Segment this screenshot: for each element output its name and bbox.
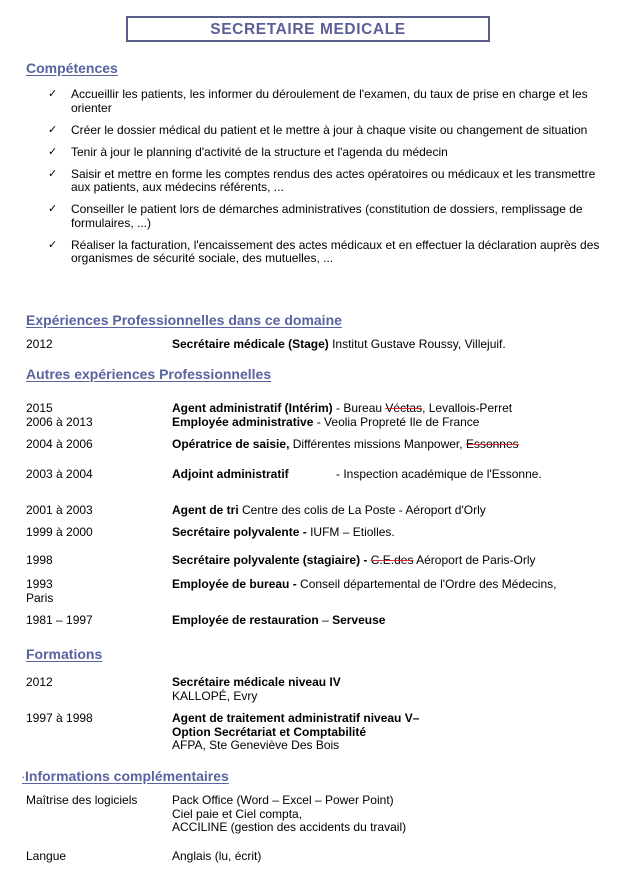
exp-domain-heading: Expériences Professionnelles dans ce domaine — [26, 312, 342, 328]
competences-heading: Compétences — [26, 60, 118, 76]
checkmark-icon: ✓ — [48, 238, 58, 251]
checkmark-icon: ✓ — [48, 203, 58, 215]
checkmark-icon: ✓ — [48, 145, 58, 158]
exp-title: Secrétaire médicale (Stage) — [172, 337, 329, 351]
cv-title: SECRETAIRE MEDICALE — [210, 21, 406, 38]
list-item: ✓ Créer le dossier médical du patient et le mettre à jour à chaque visite ou changement de situation — [48, 122, 588, 137]
list-item: ✓ Accueillir les patients, les informer du déroulement de l'examen, du taux de prise en charge et les orienter — [48, 87, 588, 115]
checkmark-icon: ✓ — [48, 167, 58, 180]
list-item: ✓ Saisir et mettre en forme les comptes rendus des actes opératoires ou médicaux et les transmettre aux patients, aux médecins référents, ... — [48, 166, 596, 194]
list-item: ✓ Conseiller le patient lors de démarches administratives (constitution de dossiers, remplissage de formulaires, ...) — [48, 202, 583, 230]
list-item: ✓ Réaliser la facturation, l'encaissement des actes médicaux et en effectuer la déclaration auprès des organismes de sécurité sociale, des mutuelles, ... — [48, 237, 600, 265]
formations-heading: Formations — [26, 646, 103, 662]
competences-list — [44, 88, 604, 274]
cv-title-box — [126, 16, 490, 42]
list-item: ✓ Tenir à jour le planning d'activité de la structure et l'agenda du médecin — [48, 144, 448, 159]
infos-heading: ·Informations complémentaires — [22, 768, 229, 784]
exp-detail: Institut Gustave Roussy, Villejuif. — [328, 337, 506, 351]
autres-heading: Autres expériences Professionnelles — [26, 366, 272, 382]
checkmark-icon: ✓ — [48, 123, 58, 136]
exp-date: 2012 — [26, 337, 53, 351]
checkmark-icon: ✓ — [48, 88, 58, 100]
